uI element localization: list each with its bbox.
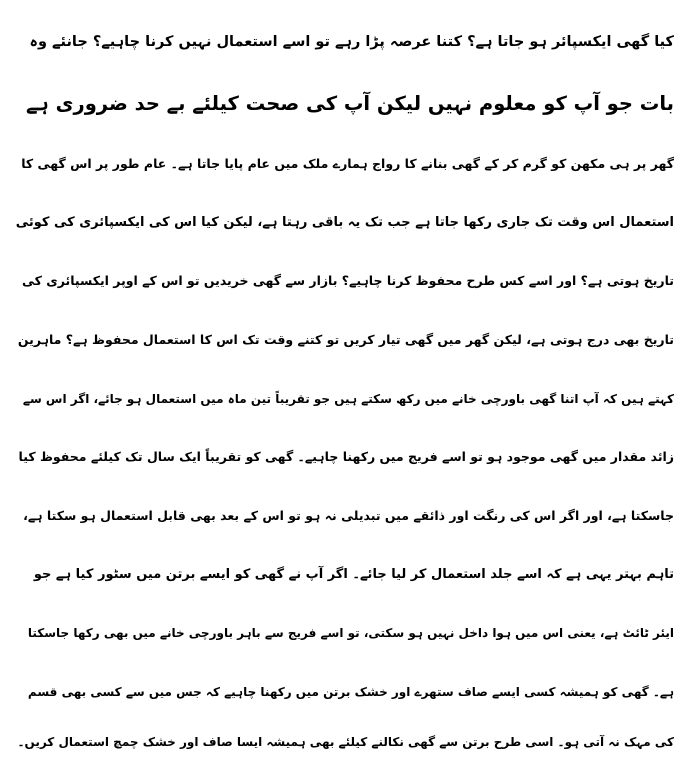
body-line: گھر پر ہی مکھن کو گرم کر کے گھی بنانے کا رواج ہمارے ملک میں عام پایا جاتا ہے۔ عام طور پر اس گھی کا [21,156,674,171]
title-line: بات جو آپ کو معلوم نہیں لیکن آپ کی صحت کیلئے بے حد ضروری ہے [25,92,674,115]
body-line: زائد مقدار میں گھی موجود ہو تو اسے فریج میں رکھنا چاہیے۔ گھی کو تقریباً ایک سال تک کیلئے محفوظ کیا [18,449,674,464]
body-line: تاریخ ہوتی ہے؟ اور اسے کس طرح محفوظ کرنا چاہیے؟ بازار سے گھی خریدیں تو اس کے اوپر ایکسپائری کی [22,273,674,288]
body-line: تاہم بہتر یہی ہے کہ اسے جلد استعمال کر لیا جائے۔ اگر آپ نے گھی کو ایسے برتن میں سٹور کیا ہے جو [33,567,674,582]
body-line: ہے۔ گھی کو ہمیشہ کسی ایسے صاف ستھرے اور خشک برتن میں رکھنا چاہیے کہ جس میں سے کسی بھی قسم [27,685,674,699]
title-line: کیا گھی ایکسپائر ہو جاتا ہے؟ کتنا عرصہ پڑا رہے تو اسے استعمال نہیں کرنا چاہیے؟ جانئے وہ [29,34,674,50]
body-line: ایئر ٹائٹ ہے، یعنی اس میں ہوا داخل نہیں ہو سکتی، تو اسے فریج سے باہر باورچی خانے میں بھی رکھا جاسکتا [27,626,674,640]
body-line: استعمال اس وقت تک جاری رکھا جاتا ہے جب تک یہ باقی رہتا ہے، لیکن کیا اس کی ایکسپائری کی کوئی [15,215,674,230]
body-line: تاریخ بھی درج ہوتی ہے، لیکن گھر میں گھی تیار کریں تو کتنے وقت تک اس کا استعمال محفوظ ہے؟ ماہرین [17,332,674,347]
body-line: کی مہک نہ آتی ہو۔ اسی طرح برتن سے گھی نکالنے کیلئے بھی ہمیشہ ایسا صاف اور خشک چمچ استعمال کریں۔ [17,735,674,749]
body-line: کہتے ہیں کہ آپ اتنا گھی باورچی خانے میں رکھ سکتے ہیں جو تقریباً تین ماہ میں استعمال ہو جائے، اگر اس سے [22,392,674,406]
body-line: جاسکتا ہے، اور اگر اس کی رنگت اور ذائقے میں تبدیلی نہ ہو تو اس کے بعد بھی قابل استعمال ہو سکتا ہے، [23,508,674,523]
